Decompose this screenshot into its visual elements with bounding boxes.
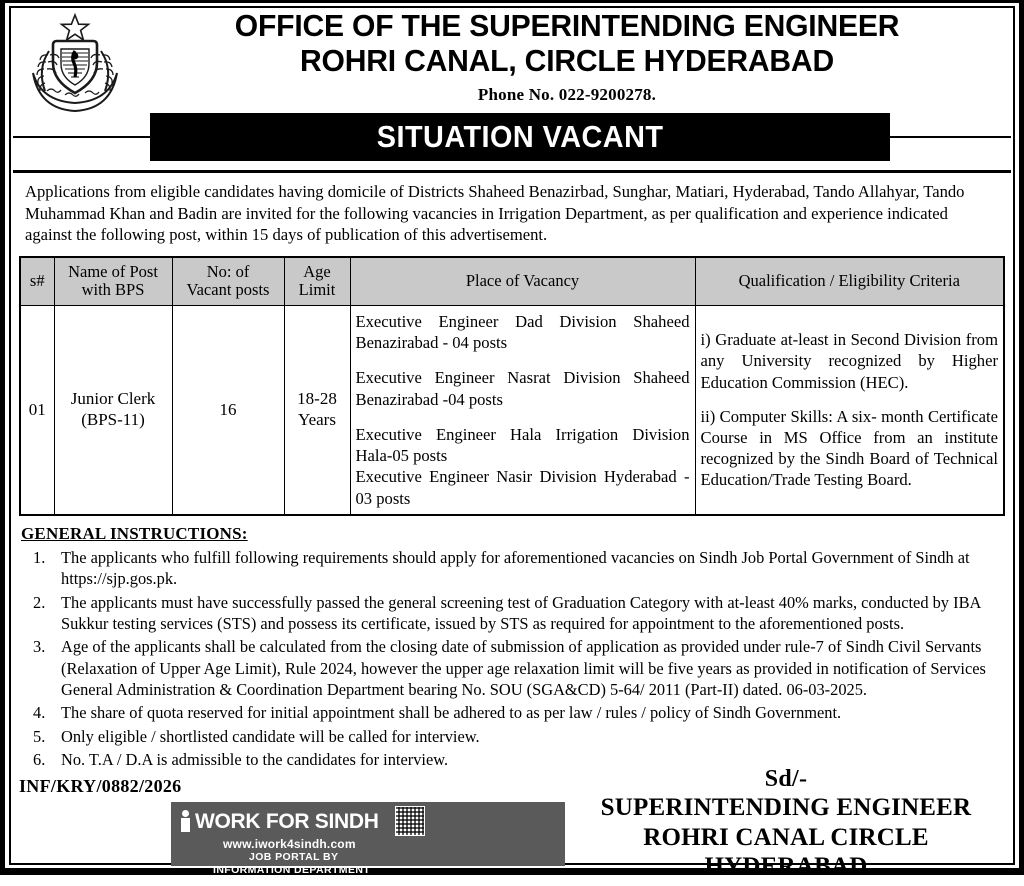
item-number: 6. [33,750,46,770]
general-instructions-title: GENERAL INSTRUCTIONS: [21,524,248,544]
situation-vacant-banner [5,113,1019,161]
cell-serial: 01 [20,305,54,515]
th-vacant-line-1: No: of [206,261,250,281]
qr-code-icon[interactable] [395,806,425,836]
item-number: 2. [33,592,46,612]
place-item: Executive Engineer Hala Irrigation Division Hala-05 posts [355,424,690,466]
instructions-list [21,547,1003,770]
document-header [5,3,1019,173]
th-vacant-line-2: Vacant posts [186,280,270,300]
qualification-item: ii) Computer Skills: A six- month Certificate Course in MS Office from an institute recognized by the Sindh Board of Technical Education/Trade Testing Board. [700,406,998,490]
list-item [21,726,1003,747]
item-number: 4. [33,703,46,723]
item-number: 3. [33,637,46,657]
iwork-banner-subline-2: INFORMATION DEPARTMENT [213,863,371,876]
table-header-row [20,257,1004,305]
banner-black-box [150,113,890,161]
qualification-item: i) Graduate at-least in Second Division from any University recognized by Higher Education Commission (HEC). [700,330,998,392]
table-row [20,305,1004,515]
general-instructions-section [5,516,1019,770]
cell-vacant-count: 16 [172,305,284,515]
iwork-banner-title-row [171,802,565,836]
th-age-line-1: Age [303,261,331,281]
government-of-sindh-emblem-icon [23,11,127,115]
th-post-line-1: Name of Post [68,261,158,281]
inf-reference-code: INF/KRY/0882/2026 [19,776,182,797]
place-item: Executive Engineer Dad Division Shaheed Benazirabad - 04 posts [355,311,690,353]
item-number: 1. [33,548,46,568]
banner-label: SITUATION VACANT [376,118,664,154]
th-serial: s# [20,257,54,305]
list-item [21,547,1003,590]
iwork-for-sindh-banner[interactable] [171,802,565,876]
header-titles [5,9,1019,105]
cell-age-line-1: 18-28 [297,389,337,409]
cell-age-line-2: Years [298,409,336,429]
list-item [21,636,1003,700]
office-phone: Phone No. 022-9200278. [477,84,657,104]
item-text: Only eligible / shortlisted candidate will be called for interview. [61,726,480,746]
th-post-line-2: with BPS [81,280,145,300]
cell-post [54,305,172,515]
cell-post-line-1: Junior Clerk [70,389,156,409]
th-qualification: Qualification / Eligibility Criteria [695,257,1004,305]
item-text: Age of the applicants shall be calculated from the closing date of submission of application as provided under rule-7 of Sindh Civil Servants (Relaxation of Upper Age Limit), Rule 2024, however the upper age relaxation limit will be five years as provided in notification of Services General Administration & Coordination Department bearing No. SOU (SGA&CD) 5-64/ 2011 (Part-II) dated. 06-03-2025. [61,637,986,700]
iwork-banner-url[interactable]: www.iwork4sindh.com [223,837,356,852]
person-icon [179,810,192,832]
cell-place-of-vacancy [350,305,695,515]
th-vacant [172,257,284,305]
item-number: 5. [33,726,46,746]
signature-block [571,766,1001,882]
place-item: Executive Engineer Nasir Division Hyderabad - 03 posts [355,467,690,508]
th-age [284,257,350,305]
item-text: The applicants who fulfill following requirements should apply for aforementioned vacancies on Sindh Job Portal Government of Sindh at https://sjp.gos.pk. [61,548,970,589]
cell-age-limit [284,305,350,515]
th-place: Place of Vacancy [350,257,695,305]
signature-designation: SUPERINTENDING ENGINEER [600,794,972,822]
th-age-line-2: Limit [298,280,336,300]
signature-city: HYDERABAD [704,853,868,881]
office-title-line-1: OFFICE OF THE SUPERINTENDING ENGINEER [234,8,900,43]
list-item [21,702,1003,723]
th-post [54,257,172,305]
cell-post-line-2: (BPS-11) [81,409,145,429]
header-divider [13,170,1011,173]
vacancy-table-wrapper [5,250,1019,516]
signature-sd: Sd/- [764,766,808,793]
item-text: No. T.A / D.A is admissible to the candidates for interview. [61,750,449,770]
list-item [21,592,1003,635]
item-text: The share of quota reserved for initial appointment shall be adhered to as per law / rules / policy of Sindh Government. [61,703,842,723]
document-footer [5,766,1019,886]
iwork-banner-title: WORK FOR SINDH [195,809,379,833]
item-text: The applicants must have successfully passed the general screening test of Graduation Category with at-least 40% marks, conducted by IBA Sukkur testing services (STS) and possess its certificate, issued by STS as required for appointment to the aforementioned posts. [61,592,981,634]
cell-qualification [695,305,1004,515]
iwork-banner-subline-1: JOB PORTAL BY [249,851,339,864]
place-item: Executive Engineer Nasrat Division Shaheed Benazirabad -04 posts [355,368,690,409]
signature-office: ROHRI CANAL CIRCLE [643,823,929,851]
office-title-line-2: ROHRI CANAL, CIRCLE HYDERABAD [300,43,834,79]
vacancy-table [19,256,1005,516]
intro-paragraph: Applications from eligible candidates having domicile of Districts Shaheed Benazirbad, Sunghar, Matiari, Hyderabad, Tando Allahyar, Tando Muhammad Khan and Badin are invited for the following vacancies in Irrigation Department, as per qualification and experience indicated against the following post, within 15 days of publication of this advertisement. [25,182,965,245]
